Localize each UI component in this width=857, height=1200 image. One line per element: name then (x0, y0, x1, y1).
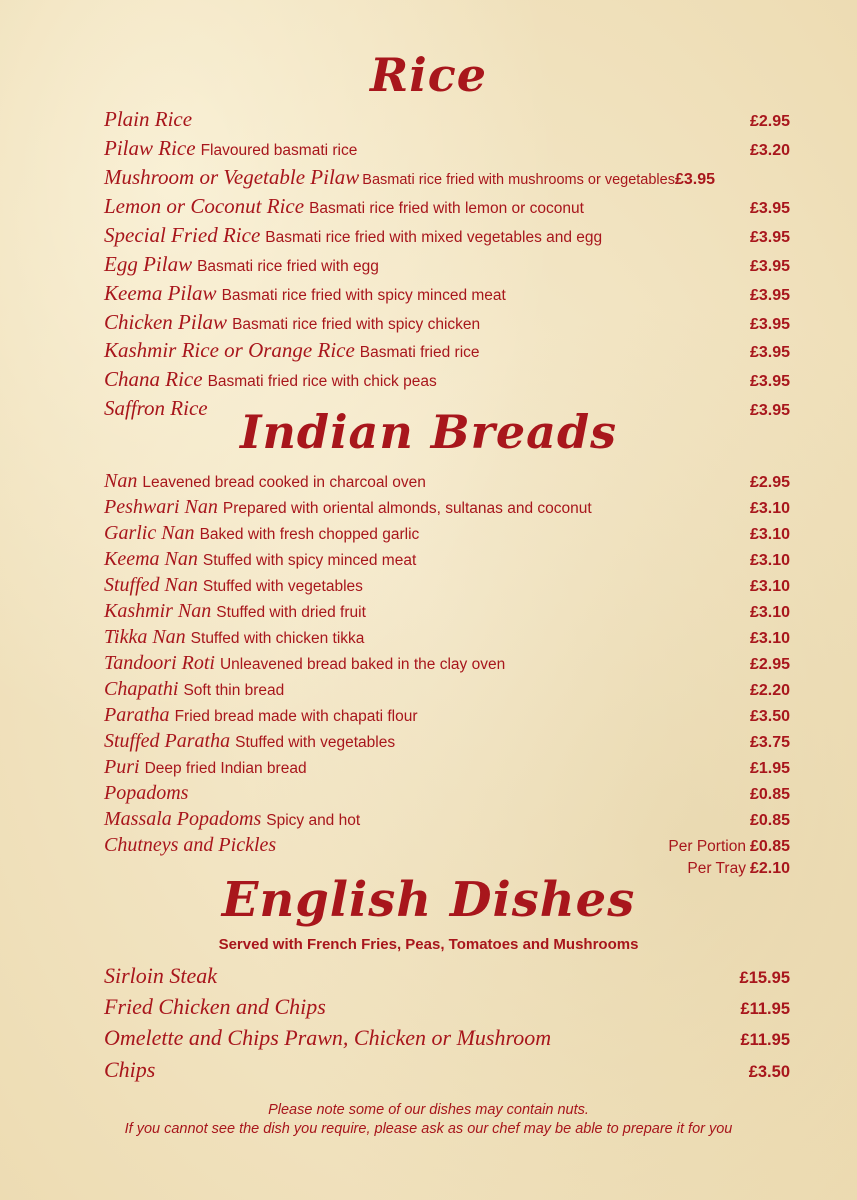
dish-name: Saffron Rice (104, 396, 208, 420)
tray-price: £2.10 (749, 860, 790, 877)
menu-item (104, 136, 790, 161)
dish-description: Basmati rice fried with spicy chicken (232, 316, 481, 333)
dish-name: Popadoms (104, 782, 189, 804)
dish-name: Tandoori Roti (104, 652, 215, 674)
dish-price: £3.95 (674, 171, 716, 188)
dish-description: Fried bread made with chapati flour (174, 708, 418, 725)
dish-price: £3.10 (749, 578, 790, 595)
dish-price: £3.95 (749, 258, 790, 275)
dish-price: £3.20 (749, 142, 790, 159)
dish-name: Chicken Pilaw (104, 310, 228, 334)
dish-description: Soft thin bread (183, 682, 285, 699)
dish-name: Keema Pilaw (104, 281, 217, 305)
menu-item (104, 808, 790, 831)
indian-breads-heading: Indian Breads (239, 405, 618, 459)
dish-price: £3.75 (749, 734, 790, 751)
menu-item (104, 600, 790, 623)
menu-item (104, 310, 790, 335)
dish-name: Stuffed Nan (104, 574, 198, 596)
dish-name: Lemon or Coconut Rice (104, 194, 305, 218)
dish-price: £3.10 (749, 526, 790, 543)
note-line: If you cannot see the dish you require, please ask as our chef may be able to prepare it for you (124, 1121, 733, 1137)
dish-price: £3.95 (749, 373, 790, 390)
allergy-notes (0, 1101, 857, 1139)
dish-name: Plain Rice (104, 107, 193, 131)
menu-item (104, 782, 790, 805)
dish-description: Spicy and hot (266, 812, 361, 829)
dish-price: £15.95 (739, 969, 790, 987)
dish-price: £2.20 (749, 682, 790, 699)
dish-name: Tikka Nan (104, 626, 186, 648)
dish-name: Chana Rice (104, 367, 203, 391)
menu-item (104, 1057, 790, 1083)
dish-description: Basmati rice fried with egg (197, 258, 379, 275)
dish-description: Prepared with oriental almonds, sultanas and coconut (222, 500, 592, 517)
dish-price: £3.95 (749, 287, 790, 304)
menu-item (104, 107, 790, 132)
dish-name: Sirloin Steak (104, 963, 218, 988)
menu-item (104, 626, 790, 649)
dish-description: Basmati rice fried with spicy minced meat (221, 287, 506, 304)
menu-item (104, 194, 790, 219)
menu-item (104, 574, 790, 597)
dish-name: Chapathi (104, 678, 179, 700)
menu-item (104, 652, 790, 675)
dish-name: Kashmir Rice or Orange Rice (104, 338, 355, 362)
dish-description: Basmati rice fried with lemon or coconut (309, 200, 584, 217)
menu-item (104, 470, 790, 493)
dish-name: Fried Chicken and Chips (104, 994, 326, 1019)
dish-price: £11.95 (740, 1000, 790, 1018)
menu-item (104, 963, 790, 989)
dish-price: £3.50 (748, 1063, 790, 1081)
menu-item (104, 1025, 790, 1051)
menu-item (104, 281, 790, 306)
dish-name: Nan (104, 470, 138, 492)
dish-price: £1.95 (749, 760, 790, 777)
dish-name: Massala Popadoms (104, 808, 262, 830)
menu-item (104, 165, 768, 190)
dish-name: Stuffed Paratha (104, 730, 231, 752)
dish-price: £2.95 (749, 474, 790, 491)
dish-description: Flavoured basmati rice (200, 142, 358, 159)
dish-name: Chutneys and Pickles (104, 834, 277, 856)
chutneys-item (104, 834, 790, 857)
dish-name: Kashmir Nan (104, 600, 212, 622)
dish-price: £3.95 (749, 200, 790, 217)
dish-price: £0.85 (749, 786, 790, 803)
portion-price: £0.85 (749, 838, 790, 855)
dish-name: Chips (104, 1057, 156, 1082)
menu-item (104, 678, 790, 701)
dish-name: Keema Nan (104, 548, 198, 570)
dish-price: £2.95 (749, 113, 790, 130)
dish-price: £3.95 (749, 402, 790, 419)
menu-item (104, 704, 790, 727)
dish-name: Omelette and Chips Prawn, Chicken or Mushroom (104, 1025, 552, 1050)
note-line: Please note some of our dishes may contain nuts. (268, 1102, 589, 1118)
menu-item (104, 994, 790, 1020)
dish-price: £3.95 (749, 229, 790, 246)
dish-name: Puri (104, 756, 140, 778)
dish-name: Garlic Nan (104, 522, 195, 544)
dish-description: Unleavened bread baked in the clay oven (219, 656, 506, 673)
menu-item (104, 756, 790, 779)
dish-price: £3.10 (749, 630, 790, 647)
menu-item (104, 548, 790, 571)
dish-description: Basmati rice fried with mixed vegetables and egg (265, 229, 603, 246)
menu-item (104, 522, 790, 545)
tray-label: Per Tray (687, 860, 746, 877)
dish-description: Stuffed with chicken tikka (190, 630, 365, 647)
dish-description: Leavened bread cooked in charcoal oven (142, 474, 426, 491)
menu-item (104, 252, 790, 277)
dish-price: £2.95 (749, 656, 790, 673)
dish-name: Mushroom or Vegetable Pilaw (104, 165, 360, 189)
dish-price: £11.95 (740, 1031, 790, 1049)
dish-price: £3.50 (749, 708, 790, 725)
dish-description: Stuffed with dried fruit (216, 604, 366, 621)
dish-description: Baked with fresh chopped garlic (199, 526, 420, 543)
dish-description: Basmati rice fried with mushrooms or vegetables (362, 172, 675, 188)
dish-price: £3.10 (749, 500, 790, 517)
dish-price-group (668, 838, 790, 856)
dish-description: Stuffed with vegetables (235, 734, 396, 751)
menu-item (104, 338, 790, 363)
rice-heading: Rice (370, 48, 487, 102)
menu-item (104, 367, 790, 392)
portion-label: Per Portion (668, 838, 746, 855)
dish-name: Pilaw Rice (104, 136, 196, 160)
dish-description: Basmati fried rice with chick peas (207, 373, 437, 390)
english-dishes-heading: English Dishes (221, 872, 636, 928)
menu-item (104, 223, 790, 248)
dish-price: £3.95 (749, 344, 790, 361)
dish-price: £3.10 (749, 604, 790, 621)
menu-item (104, 496, 790, 519)
dish-description: Stuffed with vegetables (202, 578, 363, 595)
dish-name: Peshwari Nan (104, 496, 218, 518)
dish-description: Basmati fried rice (359, 344, 480, 361)
dish-price: £3.95 (749, 316, 790, 333)
dish-name: Egg Pilaw (104, 252, 193, 276)
dish-name: Special Fried Rice (104, 223, 261, 247)
dish-price: £3.10 (749, 552, 790, 569)
menu-item (104, 730, 790, 753)
dish-price: £0.85 (749, 812, 790, 829)
dish-description: Deep fried Indian bread (144, 760, 307, 777)
dish-description: Stuffed with spicy minced meat (202, 552, 417, 569)
dish-name: Paratha (104, 704, 170, 726)
english-dishes-subtitle: Served with French Fries, Peas, Tomatoes and Mushrooms (218, 936, 639, 953)
